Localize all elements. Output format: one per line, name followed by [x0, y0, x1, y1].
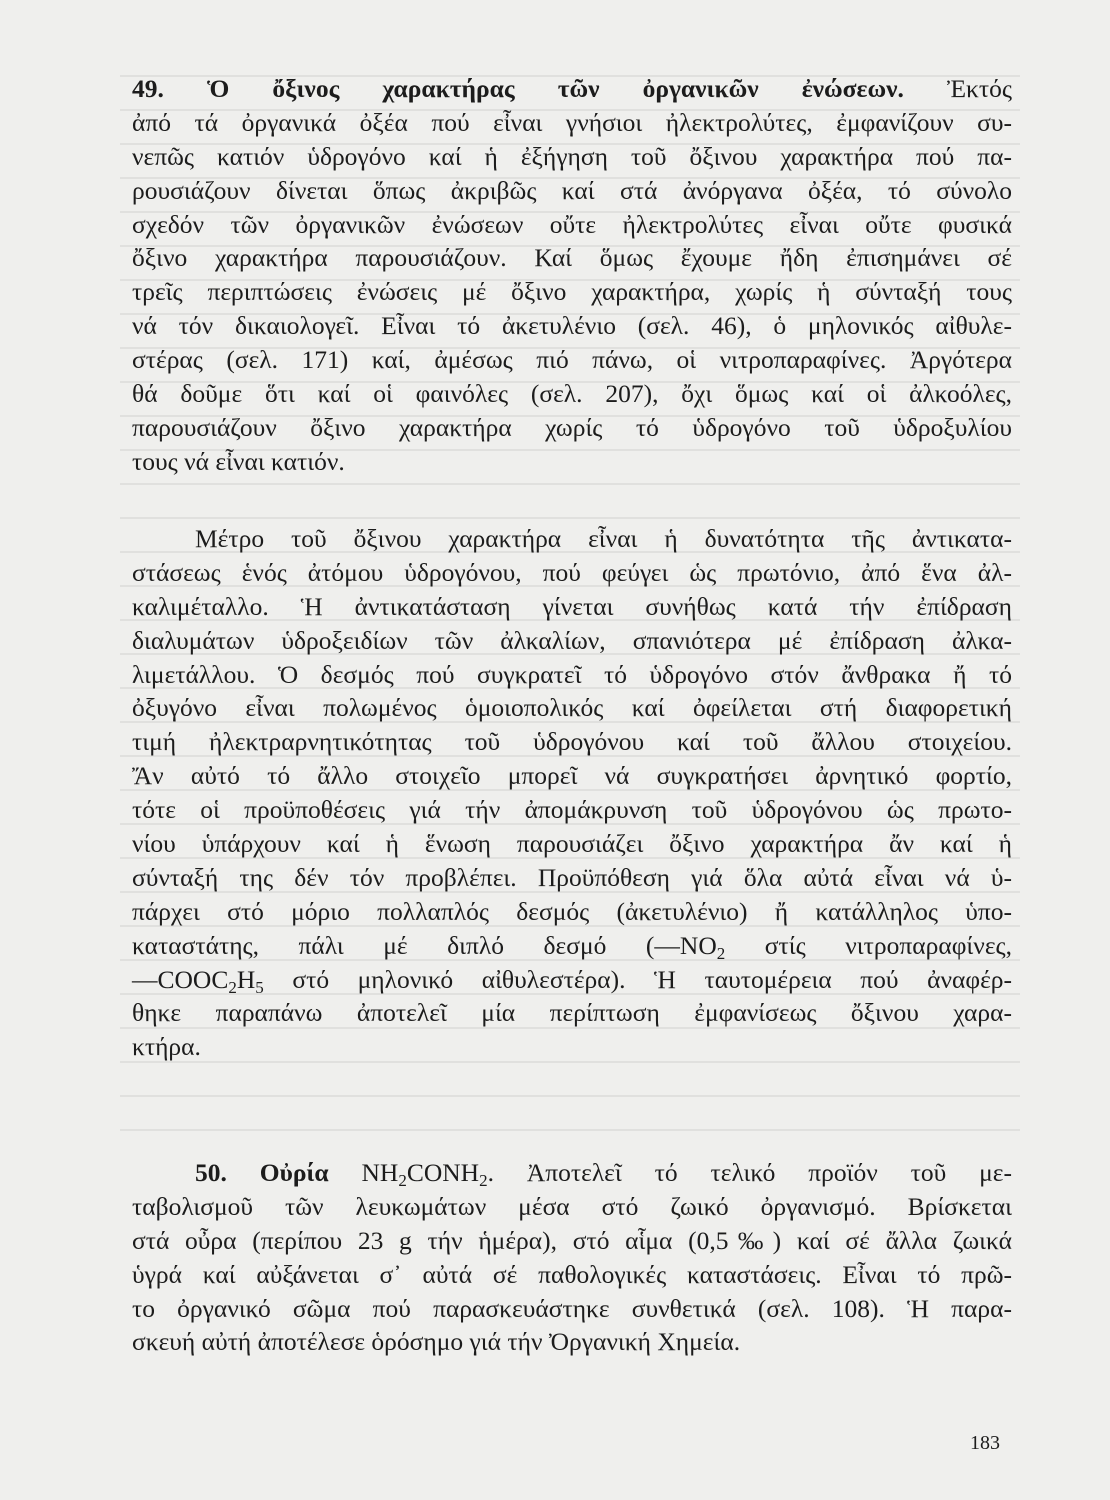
text-line: ὀξυγόνο εἶναι πολωμένος ὁμοιοπολικός καί ὀφείλεται στή διαφορετική: [132, 693, 1012, 723]
section-50-title: 50. Οὐρία: [195, 1158, 329, 1187]
subscript: 2: [479, 1171, 488, 1190]
text-line: καλιμέταλλο. Ἡ ἀντικατάσταση γίνεται συνήθως κατά τήν ἐπίδραση: [132, 591, 1012, 621]
text-line: πάρχει στό μόριο πολλαπλός δεσμός (ἀκετυλένιο) ἤ κατάλληλος ὑπο-: [132, 896, 1012, 926]
text-line: νά τόν δικαιολογεῖ. Εἶναι τό ἀκετυλένιο (σελ. 46), ὁ μηλονικός αἰθυλε-: [132, 311, 1012, 341]
text-fragment: καταστάτης, πάλι μέ διπλό δεσμό (—NO: [132, 930, 717, 960]
subscript: 5: [255, 977, 264, 997]
text-line: νίου ὑπάρχουν καί ἡ ἕνωση παρουσιάζει ὄξινο χαρακτήρα ἄν καί ἡ: [132, 829, 1012, 859]
text-fragment: —COOC: [132, 964, 229, 994]
text-fragment: Ἀποτελεῖ τό τελικό προϊόν τοῦ με-: [493, 1158, 1012, 1187]
text-fragment: στίς νιτροπαραφίνες,: [725, 930, 1012, 960]
formula-fragment: CONH: [406, 1158, 480, 1187]
text-line: λιμετάλλου. Ὁ δεσμός πού συγκρατεῖ τό ὑδρογόνο στόν ἄνθρακα ἤ τό: [132, 659, 1012, 689]
section-49: [132, 72, 1012, 479]
text-line: νεπῶς κατιόν ὑδρογόνο καί ἡ ἐξήγηση τοῦ ὄξινου χαρακτήρα πού πα-: [132, 141, 1012, 171]
text-fragment: στό μηλονικό αἰθυλεστέρα). Ἡ ταυτομέρεια πού ἀναφέρ-: [263, 964, 1012, 994]
text-line: ἀπό τά ὀργανικά ὀξέα πού εἶναι γνήσιοι ἠλεκτρολύτες, ἐμφανίζουν συ-: [132, 107, 1012, 137]
section-50: [132, 1156, 1012, 1359]
text-line: ταβολισμοῦ τῶν λευκωμάτων μέσα στό ζωικό ὀργανισμό. Βρίσκεται: [132, 1191, 1012, 1221]
subscript: 2: [398, 1171, 407, 1190]
text-line: Ἄν αὐτό τό ἄλλο στοιχεῖο μπορεῖ νά συγκρατήσει ἀρνητικό φορτίο,: [132, 761, 1012, 791]
text-line: τους νά εἶναι κατιόν.: [132, 446, 345, 476]
text-line: ὑγρά καί αὐξάνεται σ᾽ αὐτά σέ παθολογικές καταστάσεις. Εἶναι τό πρῶ-: [132, 1259, 1012, 1289]
text-line: τιμή ἠλεκτραρνητικότητας τοῦ ὑδρογόνου καί τοῦ ἄλλου στοιχείου.: [132, 727, 1012, 757]
text-line: παρουσιάζουν ὄξινο χαρακτήρα χωρίς τό ὑδρογόνο τοῦ ὑδροξυλίου: [132, 412, 1012, 442]
formula-fragment: NH: [328, 1158, 399, 1187]
text-line: τότε οἱ προϋποθέσεις γιά τήν ἀπομάκρυνση τοῦ ὑδρογόνου ὡς πρωτο-: [132, 795, 1012, 825]
section-49-first-line: [132, 72, 1012, 106]
text-line: σκευή αὐτή ἀποτέλεσε ὁρόσημο γιά τήν Ὀργανική Χημεία.: [132, 1327, 741, 1357]
section-49-paragraph-2: [132, 522, 1012, 1064]
page-number: 183: [970, 1432, 1000, 1454]
text-line: σύνταξή της δέν τόν προβλέπει. Προϋπόθεση γιά ὅλα αὐτά εἶναι νά ὑ-: [132, 862, 1012, 892]
section-50-first-line: [132, 1156, 1012, 1190]
text-line: Ἐκτός: [903, 74, 1012, 103]
text-line-with-formula: [132, 929, 1012, 963]
text-line: σχεδόν τῶν ὀργανικῶν ἐνώσεων οὔτε ἠλεκτρολύτες εἶναι οὔτε φυσικά: [132, 209, 1012, 239]
text-line: στάσεως ἑνός ἀτόμου ὑδρογόνου, πού φεύγει ὡς πρωτόνιο, ἀπό ἕνα ἀλ-: [132, 557, 1012, 587]
text-line: στά οὖρα (περίπου 23 g τήν ἡμέρα), στό αἷμα (0,5‰) καί σέ ἄλλα ζωικά: [132, 1225, 1012, 1255]
text-line: θηκε παραπάνω ἀποτελεῖ μία περίπτωση ἐμφανίσεως ὄξινου χαρα-: [132, 998, 1012, 1028]
text-line: στέρας (σελ. 171) καί, ἀμέσως πιό πάνω, οἱ νιτροπαραφίνες. Ἀργότερα: [132, 345, 1012, 375]
text-line-with-formula: [132, 963, 1012, 997]
text-line: διαλυμάτων ὑδροξειδίων τῶν ἀλκαλίων, σπανιότερα μέ ἐπίδραση ἀλκα-: [132, 625, 1012, 655]
text-fragment: H: [236, 964, 256, 994]
text-line: τρεῖς περιπτώσεις ἐνώσεις μέ ὄξινο χαρακτήρα, χωρίς ἡ σύνταξή τους: [132, 277, 1012, 307]
section-49-title: 49. Ὁ ὄξινος χαρακτήρας τῶν ὀργανικῶν ἐνώσεων.: [132, 74, 904, 103]
text-line: ὄξινο χαρακτήρα παρουσιάζουν. Καί ὅμως ἔχουμε ἤδη ἐπισημάνει σέ: [132, 243, 1012, 273]
formula-fragment: .: [487, 1158, 494, 1187]
text-line: το ὀργανικό σῶμα πού παρασκευάστηκε συνθετικά (σελ. 108). Ἡ παρα-: [132, 1293, 1012, 1323]
subscript: 2: [716, 943, 726, 963]
subscript: 2: [228, 977, 237, 997]
text-line: κτήρα.: [132, 1032, 201, 1062]
text-line: Μέτρο τοῦ ὄξινου χαρακτήρα εἶναι ἡ δυνατότητα τῆς ἀντικατα-: [195, 524, 1012, 553]
text-line: θά δοῦμε ὅτι καί οἱ φαινόλες (σελ. 207), ὄχι ὅμως καί οἱ ἀλκοόλες,: [132, 379, 1012, 409]
text-line: ρουσιάζουν δίνεται ὅπως ἀκριβῶς καί στά ἀνόργανα ὀξέα, τό σύνολο: [132, 175, 1012, 205]
